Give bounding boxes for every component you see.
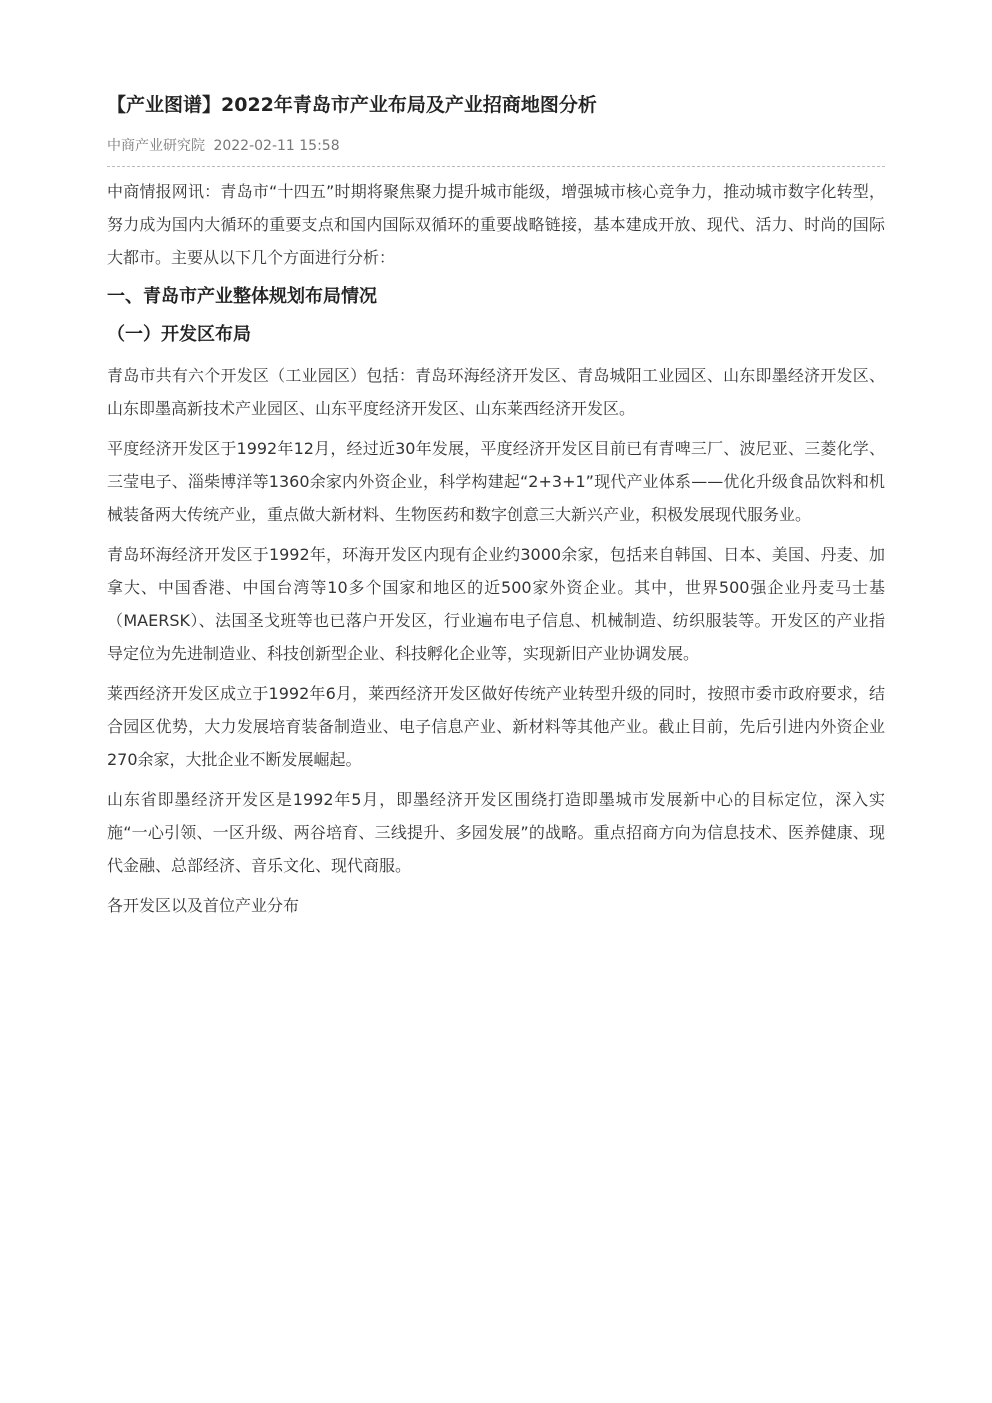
subsection-heading: （一）开发区布局 [107,324,251,345]
paragraph: 青岛环海经济开发区于1992年，环海开发区内现有企业约3000余家，包括来自韩国、日本、美国、丹麦、加拿大、中国香港、中国台湾等10多个国家和地区的近500家外资企业。其中，世界500强企业丹麦马士基（MAERSK）、法国圣戈班等也已落户开发区，行业遍布电子信息、机械制造、纺织服装等。开发区的产业指导定位为先进制造业、科技创新型企业、科技孵化企业等，实现新旧产业协调发展。 [107,545,885,663]
body-paragraphs [107,359,885,882]
paragraph: 山东省即墨经济开发区是1992年5月，即墨经济开发区围绕打造即墨城市发展新中心的目标定位，深入实施“一心引领、一区升级、两谷培育、三线提升、多园发展”的战略。重点招商方向为信息技术、医养健康、现代金融、总部经济、音乐文化、现代商服。 [107,790,885,875]
article-title: 【产业图谱】2022年青岛市产业布局及产业招商地图分析 [107,94,597,116]
article-source: 中商产业研究院 [107,138,205,154]
article-datetime: 2022-02-11 15:58 [213,138,340,154]
article-meta [107,136,885,167]
section-heading: 一、青岛市产业整体规划布局情况 [107,286,377,307]
paragraph: 莱西经济开发区成立于1992年6月，莱西经济开发区做好传统产业转型升级的同时，按照市委市政府要求，结合园区优势，大力发展培育装备制造业、电子信息产业、新材料等其他产业。截止目前，先后引进内外资企业270余家，大批企业不断发展崛起。 [107,684,885,769]
intro-paragraph: 中商情报网讯：青岛市“十四五”时期将聚焦聚力提升城市能级，增强城市核心竞争力，推动城市数字化转型，努力成为国内大循环的重要支点和国内国际双循环的重要战略链接，基本建成开放、现代、活力、时尚的国际大都市。主要从以下几个方面进行分析： [107,182,885,267]
article [107,90,885,922]
paragraph: 平度经济开发区于1992年12月，经过近30年发展，平度经济开发区目前已有青啤三厂、波尼亚、三菱化学、三莹电子、淄柴博洋等1360余家内外资企业，科学构建起“2+3+1”现代产业体系——优化升级食品饮料和机械装备两大传统产业，重点做大新材料、生物医药和数字创意三大新兴产业，积极发展现代服务业。 [107,439,885,524]
figure-caption: 各开发区以及首位产业分布 [107,896,300,915]
paragraph: 青岛市共有六个开发区（工业园区）包括：青岛环海经济开发区、青岛城阳工业园区、山东即墨经济开发区、山东即墨高新技术产业园区、山东平度经济开发区、山东莱西经济开发区。 [107,366,885,418]
